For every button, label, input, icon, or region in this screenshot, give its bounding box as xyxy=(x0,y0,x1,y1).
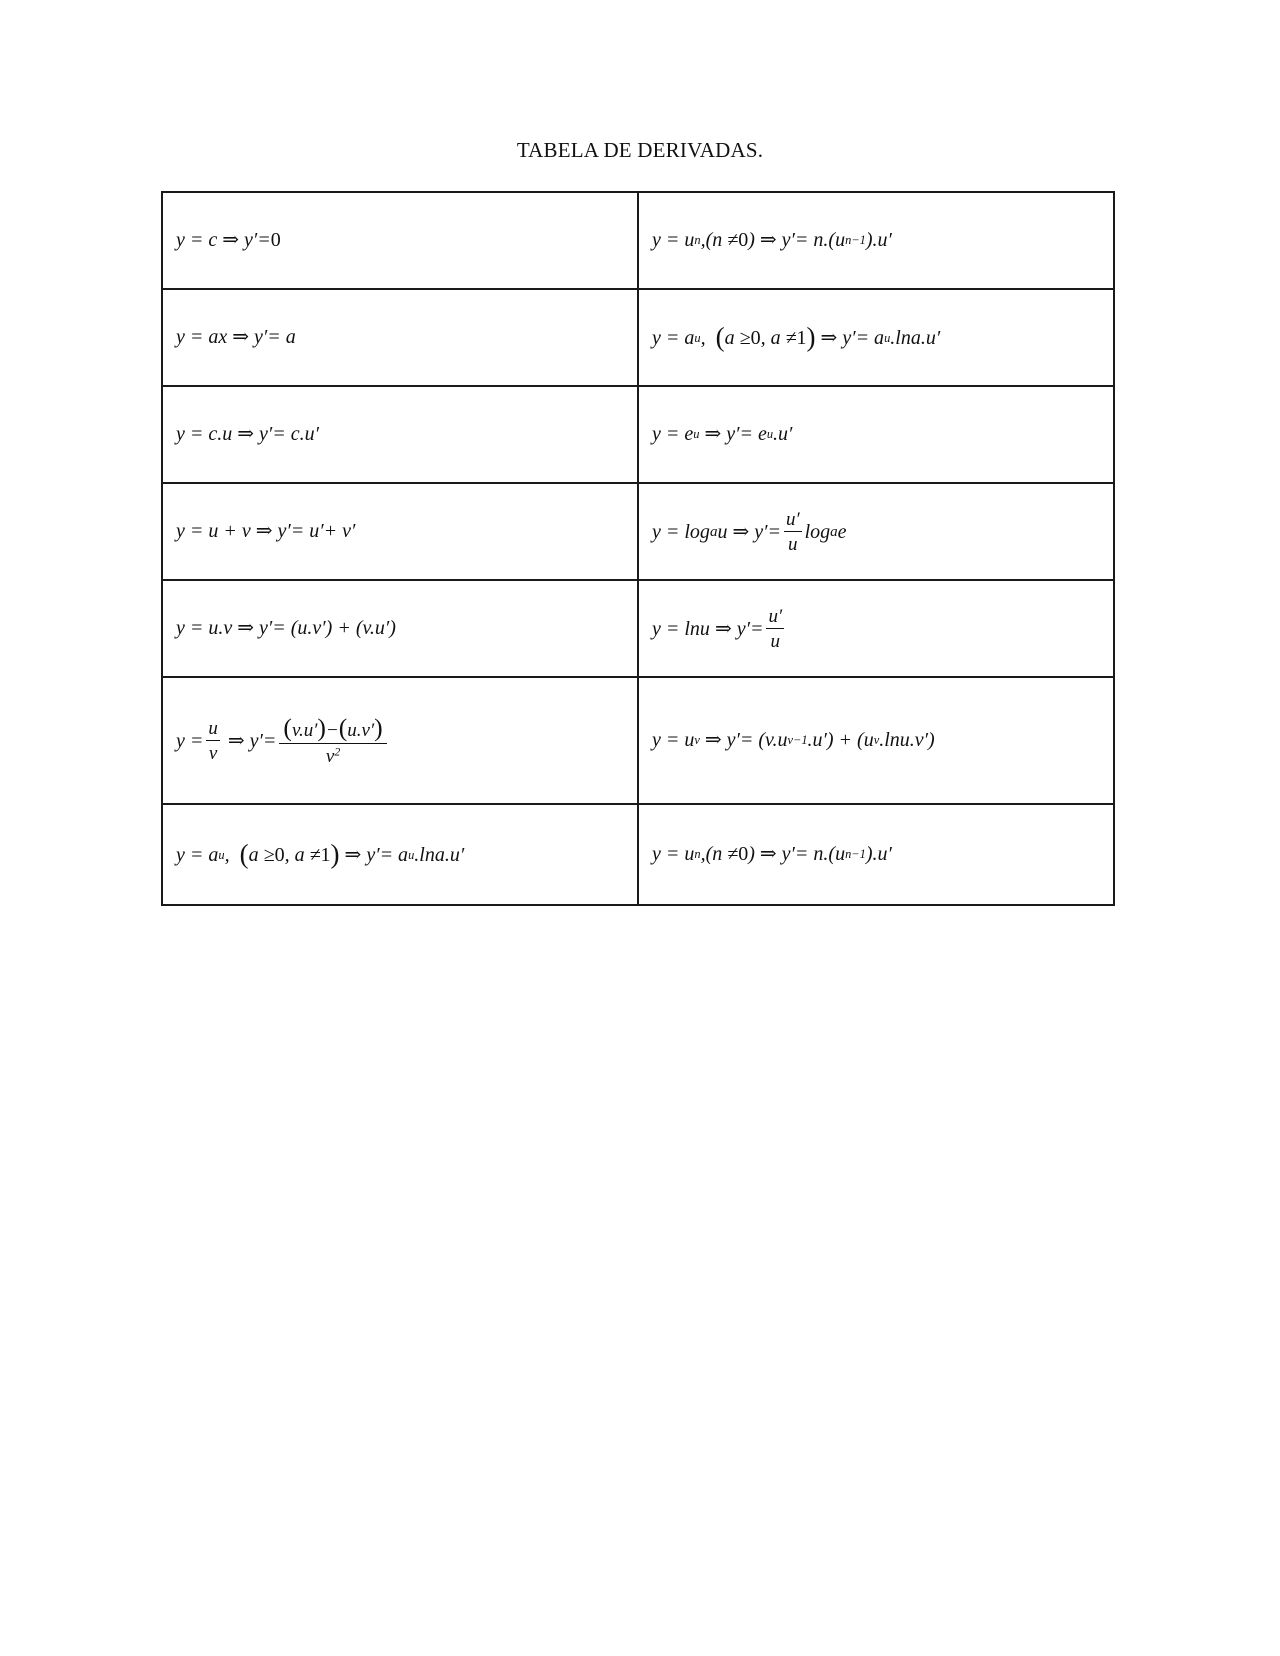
formula-cell: y = lnu ⇒ y′= $\frac{u'}{u}$ xyxy=(638,580,1114,677)
page-title: TABELA DE DERIVADAS. xyxy=(516,138,764,162)
formula-cell: y = log a u ⇒ y′= $\frac{u'}{u}$ log a e xyxy=(638,483,1114,580)
formula-cell: y = u n ,(n ≠ 0 ) ⇒ y′= n.(u n−1 ).u′ xyxy=(638,192,1114,289)
table-row xyxy=(162,386,1114,483)
derivatives-table xyxy=(161,191,1115,906)
table-row xyxy=(162,580,1114,677)
formula-cell: y = u.v ⇒ y′= (u.v′) + (v.u′) xyxy=(162,580,638,677)
formula-cell: y = u + v ⇒ y′= u′+ v′ xyxy=(162,483,638,580)
table-row xyxy=(162,677,1114,804)
formula-cell: y = c ⇒ y′= 0 xyxy=(162,192,638,289)
table-row xyxy=(162,289,1114,386)
table-row xyxy=(162,804,1114,905)
formula-cell: y = ax ⇒ y′= a xyxy=(162,289,638,386)
formula-cell: y = u n ,(n ≠ 0 ) ⇒ y′= n.(u n−1 ).u′ xyxy=(638,804,1114,905)
formula-cell: y = e u ⇒ y′= e u .u′ xyxy=(638,386,1114,483)
formula-cell: y = u v ⇒ y′= (v.u v−1 .u′) + (u v .lnu.v′) xyxy=(638,677,1114,804)
table-row xyxy=(162,483,1114,580)
formula-cell: y = a u , ( a ≥ 0 , a ≠ 1 ) ⇒ y′= a u .lna.u′ xyxy=(162,804,638,905)
formula-cell: y = $\frac{u}{v}$ ⇒ y′= $\frac{(v.u')-(u.v')}{v^2}$ xyxy=(162,677,638,804)
table-row xyxy=(162,192,1114,289)
formula-cell: y = a u , ( a ≥ 0 , a ≠ 1 ) ⇒ y′= a u .lna.u′ xyxy=(638,289,1114,386)
formula-cell: y = c.u ⇒ y′= c.u′ xyxy=(162,386,638,483)
